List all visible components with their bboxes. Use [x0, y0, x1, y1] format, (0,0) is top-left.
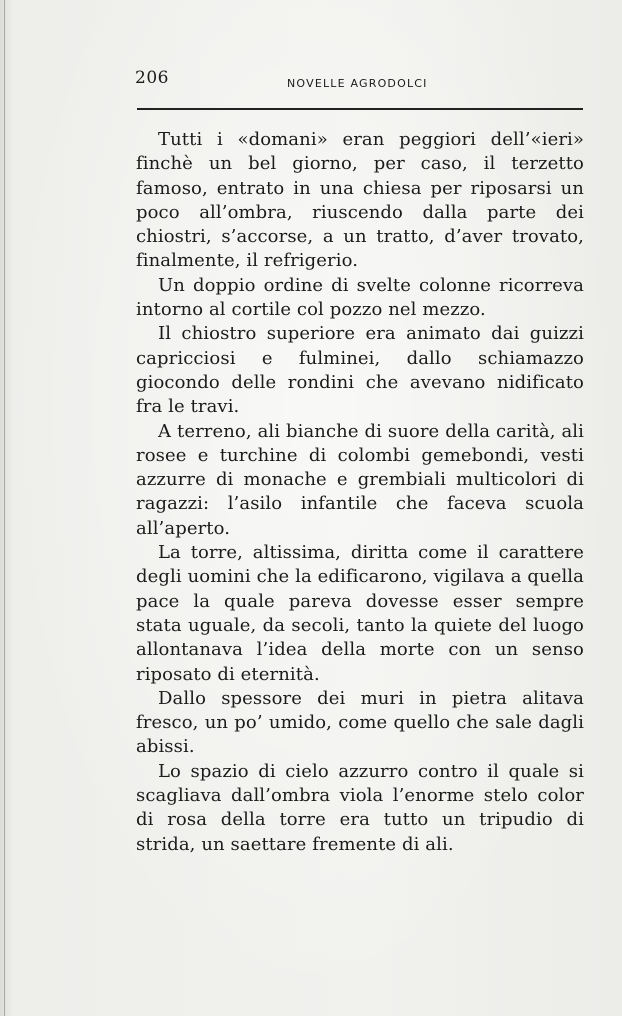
paragraph-7: Lo spazio di cielo azzurro contro il quale si scagliava dall’ombra viola l’enorme stelo color di rosa della torre era tutto un tripudio di strida, un saettare fremente di ali. [136, 760, 584, 855]
paragraph-4: A terreno, ali bianche di suore della carità, ali rosee e turchine di colombi gemebondi, vesti azzurre di monache e grembiali multicolori di ragazzi: l’asilo infantile che faceva scuola all’aperto. [136, 420, 584, 539]
header-rule [137, 108, 583, 110]
paragraph-5: La torre, altissima, diritta come il carattere degli uomini che la edificarono, vigilava a quella pace la quale pareva dovesse esser sempre stata uguale, da secoli, tanto la quiete del luogo allontanava l’idea della morte con un senso riposato di eternità. [136, 542, 584, 685]
page-number: 206 [135, 68, 169, 88]
paragraph-2: Un doppio ordine di svelte colonne ricorreva intorno al cortile col pozzo nel mezzo. [136, 274, 584, 321]
body-text [136, 128, 584, 857]
paragraph-1: Tutti i «domani» eran peggiori dell’«ieri» finchè un bel giorno, per caso, il terzetto famoso, entrato in una chiesa per riposarsi un poco all’ombra, riuscendo dalla parte dei chiostri, s’accorse, a un tratto, d’aver trovato, finalmente, il refrigerio. [136, 129, 584, 272]
paragraph-6: Dallo spessore dei muri in pietra alitava fresco, un po’ umido, come quello che sale dagli abissi. [136, 687, 584, 758]
page-edge-line [4, 0, 5, 1016]
paragraph-3: Il chiostro superiore era animato dai guizzi capricciosi e fulminei, dallo schiamazzo giocondo delle rondini che avevano nidificato fra le travi. [136, 323, 584, 418]
page-header [135, 68, 585, 92]
running-title: NOVELLE AGRODOLCI [287, 77, 428, 90]
